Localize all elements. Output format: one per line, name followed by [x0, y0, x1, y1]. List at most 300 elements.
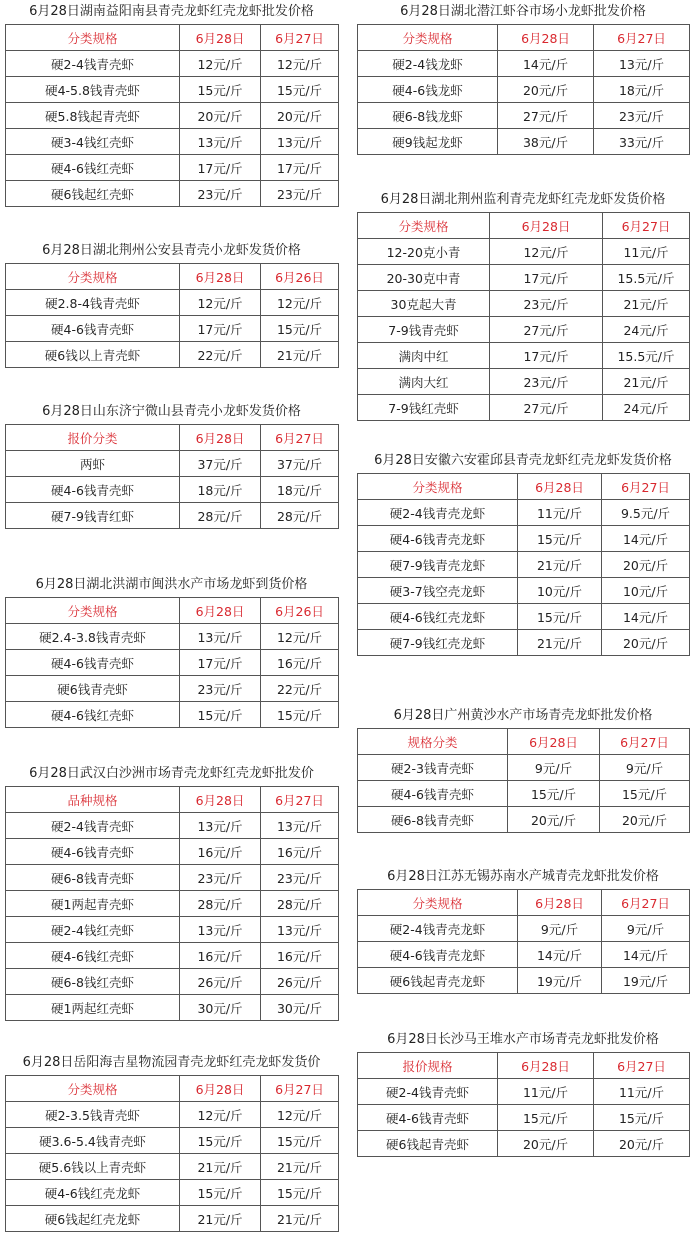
table-row — [358, 1079, 690, 1105]
price-cell: 26元/斤 — [261, 969, 339, 995]
table-header-cell: 分类规格 — [6, 1076, 180, 1102]
price-cell: 22元/斤 — [180, 342, 261, 368]
price-cell: 27元/斤 — [490, 317, 603, 343]
price-cell: 20元/斤 — [498, 77, 594, 103]
price-cell: 12元/斤 — [261, 51, 339, 77]
price-cell: 14元/斤 — [602, 526, 690, 552]
table-header-row — [358, 1053, 690, 1079]
price-cell: 23元/斤 — [180, 181, 261, 207]
table-header-cell: 6月28日 — [508, 729, 600, 755]
table-row — [358, 291, 690, 317]
table-row — [6, 839, 339, 865]
table-row — [6, 451, 339, 477]
table-title: 6月28日山东济宁微山县青壳小龙虾发货价格 — [42, 404, 301, 419]
price-cell: 21元/斤 — [603, 291, 690, 317]
price-cell: 9元/斤 — [508, 755, 600, 781]
table-row — [6, 676, 339, 702]
spec-cell: 20-30克中青 — [358, 265, 490, 291]
table-row — [6, 103, 339, 129]
price-cell: 16元/斤 — [261, 650, 339, 676]
price-table-block — [5, 766, 338, 1021]
price-cell: 17元/斤 — [180, 316, 261, 342]
price-table — [357, 889, 690, 994]
price-cell: 37元/斤 — [180, 451, 261, 477]
spec-cell: 硬2-4钱青壳龙虾 — [358, 916, 518, 942]
table-row — [358, 942, 690, 968]
price-cell: 14元/斤 — [602, 942, 690, 968]
spec-cell: 满肉大红 — [358, 369, 490, 395]
price-cell: 13元/斤 — [180, 813, 261, 839]
price-cell: 15元/斤 — [261, 1180, 339, 1206]
price-cell: 21元/斤 — [180, 1206, 261, 1232]
spec-cell: 硬2-4钱龙虾 — [358, 51, 498, 77]
table-row — [358, 968, 690, 994]
price-cell: 15元/斤 — [180, 702, 261, 728]
table-row — [6, 702, 339, 728]
price-table — [357, 1052, 690, 1157]
table-row — [6, 1180, 339, 1206]
price-cell: 13元/斤 — [180, 624, 261, 650]
table-row — [358, 578, 690, 604]
table-title: 6月28日江苏无锡苏南水产城青壳龙虾批发价格 — [387, 869, 659, 884]
table-header-row — [358, 213, 690, 239]
spec-cell: 硬4-6钱红壳虾 — [6, 702, 180, 728]
spec-cell: 硬1两起红壳虾 — [6, 995, 180, 1021]
price-cell: 13元/斤 — [594, 51, 690, 77]
price-cell: 27元/斤 — [490, 395, 603, 421]
spec-cell: 硬4-6钱青壳龙虾 — [358, 942, 518, 968]
table-header-cell: 6月27日 — [261, 425, 339, 451]
price-cell: 16元/斤 — [261, 839, 339, 865]
price-cell: 13元/斤 — [180, 129, 261, 155]
table-row — [6, 650, 339, 676]
price-table — [5, 263, 339, 368]
price-cell: 23元/斤 — [490, 291, 603, 317]
price-cell: 15元/斤 — [180, 77, 261, 103]
price-cell: 11元/斤 — [518, 500, 602, 526]
table-row — [358, 755, 690, 781]
table-row — [358, 395, 690, 421]
table-row — [358, 51, 690, 77]
table-row — [6, 865, 339, 891]
table-row — [6, 969, 339, 995]
spec-cell: 硬5.8钱起青壳虾 — [6, 103, 180, 129]
price-cell: 13元/斤 — [261, 917, 339, 943]
table-header-cell: 分类规格 — [6, 25, 180, 51]
table-header-row — [6, 787, 339, 813]
price-cell: 12元/斤 — [490, 239, 603, 265]
spec-cell: 硬6钱青壳虾 — [6, 676, 180, 702]
table-row — [6, 943, 339, 969]
table-title: 6月28日安徽六安霍邱县青壳龙虾红壳龙虾发货价格 — [374, 453, 672, 468]
table-row — [6, 995, 339, 1021]
table-header-cell: 6月28日 — [180, 787, 261, 813]
table-header-cell: 6月26日 — [261, 598, 339, 624]
price-table — [5, 24, 339, 207]
table-title: 6月28日湖北荆州监利青壳龙虾红壳龙虾发货价格 — [380, 192, 666, 207]
price-cell: 9元/斤 — [602, 916, 690, 942]
spec-cell: 硬3.6-5.4钱青壳虾 — [6, 1128, 180, 1154]
spec-cell: 硬6钱起红壳虾 — [6, 181, 180, 207]
price-cell: 15元/斤 — [261, 77, 339, 103]
table-header-cell: 6月27日 — [603, 213, 690, 239]
table-row — [358, 604, 690, 630]
price-cell: 11元/斤 — [498, 1079, 594, 1105]
price-cell: 18元/斤 — [180, 477, 261, 503]
table-title: 6月28日湖北潜江虾谷市场小龙虾批发价格 — [400, 4, 646, 19]
table-row — [6, 342, 339, 368]
price-cell: 10元/斤 — [602, 578, 690, 604]
table-header-cell: 6月27日 — [594, 1053, 690, 1079]
table-row — [6, 77, 339, 103]
table-header-cell: 6月28日 — [180, 264, 261, 290]
price-cell: 21元/斤 — [518, 552, 602, 578]
price-cell: 11元/斤 — [594, 1079, 690, 1105]
spec-cell: 硬4-6钱青壳虾 — [358, 781, 508, 807]
price-cell: 19元/斤 — [518, 968, 602, 994]
table-header-cell: 6月27日 — [261, 1076, 339, 1102]
spec-cell: 硬7-9钱红壳龙虾 — [358, 630, 518, 656]
spec-cell: 12-20克小青 — [358, 239, 490, 265]
spec-cell: 硬5.6钱以上青壳虾 — [6, 1154, 180, 1180]
table-row — [358, 265, 690, 291]
price-cell: 20元/斤 — [600, 807, 690, 833]
price-cell: 18元/斤 — [594, 77, 690, 103]
table-header-cell: 6月28日 — [518, 890, 602, 916]
price-cell: 16元/斤 — [261, 943, 339, 969]
price-cell: 15元/斤 — [180, 1128, 261, 1154]
price-cell: 17元/斤 — [180, 650, 261, 676]
price-cell: 12元/斤 — [261, 290, 339, 316]
price-table — [5, 1075, 339, 1232]
price-cell: 20元/斤 — [602, 552, 690, 578]
table-row — [6, 891, 339, 917]
price-cell: 28元/斤 — [261, 891, 339, 917]
table-row — [358, 343, 690, 369]
price-cell: 22元/斤 — [261, 676, 339, 702]
price-cell: 16元/斤 — [180, 943, 261, 969]
price-table — [357, 212, 690, 421]
price-cell: 28元/斤 — [261, 503, 339, 529]
table-row — [6, 624, 339, 650]
spec-cell: 硬6钱以上青壳虾 — [6, 342, 180, 368]
table-title: 6月28日武汉白沙洲市场青壳龙虾红壳龙虾批发价 — [29, 766, 314, 781]
table-header-cell: 6月27日 — [261, 787, 339, 813]
table-row — [358, 77, 690, 103]
price-cell: 23元/斤 — [594, 103, 690, 129]
price-cell: 21元/斤 — [603, 369, 690, 395]
table-row — [358, 630, 690, 656]
price-table — [5, 424, 339, 529]
table-header-cell: 6月28日 — [180, 25, 261, 51]
table-header-cell: 6月26日 — [261, 264, 339, 290]
price-table-block — [5, 4, 338, 207]
spec-cell: 硬6钱起红壳龙虾 — [6, 1206, 180, 1232]
table-header-cell: 6月28日 — [518, 474, 602, 500]
spec-cell: 满肉中红 — [358, 343, 490, 369]
table-row — [358, 129, 690, 155]
table-row — [358, 916, 690, 942]
table-header-cell: 分类规格 — [6, 264, 180, 290]
table-title: 6月28日湖北荆州公安县青壳小龙虾发货价格 — [42, 243, 301, 258]
table-row — [6, 1206, 339, 1232]
price-cell: 15元/斤 — [261, 1128, 339, 1154]
price-table-block — [5, 1055, 338, 1232]
spec-cell: 硬3-4钱红壳虾 — [6, 129, 180, 155]
price-cell: 18元/斤 — [261, 477, 339, 503]
price-cell: 15元/斤 — [518, 526, 602, 552]
table-row — [6, 181, 339, 207]
table-row — [358, 500, 690, 526]
price-cell: 21元/斤 — [180, 1154, 261, 1180]
price-cell: 20元/斤 — [508, 807, 600, 833]
price-cell: 20元/斤 — [180, 103, 261, 129]
price-cell: 23元/斤 — [180, 676, 261, 702]
table-row — [358, 1105, 690, 1131]
price-cell: 15元/斤 — [594, 1105, 690, 1131]
table-header-cell: 规格分类 — [358, 729, 508, 755]
table-header-row — [6, 25, 339, 51]
table-header-row — [6, 1076, 339, 1102]
price-cell: 13元/斤 — [180, 917, 261, 943]
price-cell: 9元/斤 — [600, 755, 690, 781]
table-row — [6, 503, 339, 529]
price-cell: 20元/斤 — [261, 103, 339, 129]
price-cell: 9.5元/斤 — [602, 500, 690, 526]
table-row — [358, 552, 690, 578]
spec-cell: 7-9钱红壳虾 — [358, 395, 490, 421]
spec-cell: 硬4-6钱红壳龙虾 — [358, 604, 518, 630]
price-cell: 23元/斤 — [180, 865, 261, 891]
spec-cell: 硬2-4钱青壳虾 — [6, 813, 180, 839]
spec-cell: 硬6-8钱龙虾 — [358, 103, 498, 129]
price-table — [5, 786, 339, 1021]
spec-cell: 硬2.4-3.8钱青壳虾 — [6, 624, 180, 650]
spec-cell: 硬6钱起青壳虾 — [358, 1131, 498, 1157]
price-cell: 20元/斤 — [602, 630, 690, 656]
table-header-cell: 6月27日 — [602, 890, 690, 916]
table-row — [6, 813, 339, 839]
price-cell: 14元/斤 — [498, 51, 594, 77]
table-header-cell: 报价规格 — [358, 1053, 498, 1079]
spec-cell: 硬2-4钱青壳虾 — [6, 51, 180, 77]
spec-cell: 硬4-6钱红壳虾 — [6, 943, 180, 969]
spec-cell: 硬4-6钱红壳龙虾 — [6, 1180, 180, 1206]
table-header-cell: 6月27日 — [261, 25, 339, 51]
spec-cell: 硬4-6钱青壳虾 — [6, 316, 180, 342]
spec-cell: 硬4-5.8钱青壳虾 — [6, 77, 180, 103]
table-header-cell: 品种规格 — [6, 787, 180, 813]
price-table — [357, 473, 690, 656]
spec-cell: 硬4-6钱青壳虾 — [6, 839, 180, 865]
price-table-block — [357, 869, 689, 994]
spec-cell: 硬4-6钱龙虾 — [358, 77, 498, 103]
table-header-cell: 6月28日 — [498, 1053, 594, 1079]
price-cell: 16元/斤 — [180, 839, 261, 865]
price-cell: 15元/斤 — [261, 316, 339, 342]
table-row — [6, 51, 339, 77]
table-row — [358, 317, 690, 343]
price-cell: 15元/斤 — [508, 781, 600, 807]
table-header-cell: 分类规格 — [358, 474, 518, 500]
table-header-cell: 分类规格 — [6, 598, 180, 624]
price-cell: 37元/斤 — [261, 451, 339, 477]
price-cell: 9元/斤 — [518, 916, 602, 942]
price-cell: 12元/斤 — [261, 1102, 339, 1128]
spec-cell: 硬3-7钱空壳龙虾 — [358, 578, 518, 604]
spec-cell: 硬2-4钱青壳虾 — [358, 1079, 498, 1105]
spec-cell: 硬4-6钱青壳虾 — [358, 1105, 498, 1131]
price-cell: 21元/斤 — [261, 1206, 339, 1232]
price-table — [357, 728, 690, 833]
table-header-row — [6, 425, 339, 451]
price-cell: 15元/斤 — [600, 781, 690, 807]
spec-cell: 硬4-6钱青壳虾 — [6, 477, 180, 503]
table-header-cell: 分类规格 — [358, 213, 490, 239]
price-cell: 21元/斤 — [261, 1154, 339, 1180]
price-cell: 15元/斤 — [180, 1180, 261, 1206]
price-cell: 26元/斤 — [180, 969, 261, 995]
price-cell: 38元/斤 — [498, 129, 594, 155]
spec-cell: 硬6-8钱红壳虾 — [6, 969, 180, 995]
table-row — [6, 290, 339, 316]
price-table — [5, 597, 339, 728]
price-cell: 12元/斤 — [261, 624, 339, 650]
table-row — [6, 129, 339, 155]
table-row — [358, 807, 690, 833]
price-cell: 15.5元/斤 — [603, 265, 690, 291]
spec-cell: 硬6钱起青壳龙虾 — [358, 968, 518, 994]
price-cell: 11元/斤 — [603, 239, 690, 265]
spec-cell: 硬4-6钱青壳虾 — [6, 650, 180, 676]
price-cell: 17元/斤 — [261, 155, 339, 181]
table-header-row — [358, 25, 690, 51]
price-table-block — [357, 192, 689, 421]
spec-cell: 7-9钱青壳虾 — [358, 317, 490, 343]
table-row — [358, 103, 690, 129]
spec-cell: 两虾 — [6, 451, 180, 477]
price-cell: 20元/斤 — [498, 1131, 594, 1157]
table-row — [6, 1102, 339, 1128]
table-row — [358, 526, 690, 552]
price-cell: 27元/斤 — [498, 103, 594, 129]
price-cell: 13元/斤 — [261, 813, 339, 839]
price-cell: 28元/斤 — [180, 891, 261, 917]
table-row — [358, 781, 690, 807]
price-table-block — [357, 708, 689, 833]
table-row — [6, 1154, 339, 1180]
price-cell: 10元/斤 — [518, 578, 602, 604]
spec-cell: 硬6-8钱青壳虾 — [6, 865, 180, 891]
spec-cell: 硬4-6钱青壳龙虾 — [358, 526, 518, 552]
table-header-cell: 6月28日 — [180, 1076, 261, 1102]
spec-cell: 硬4-6钱红壳虾 — [6, 155, 180, 181]
price-table-block — [5, 577, 338, 728]
price-table-block — [357, 453, 689, 656]
spec-cell: 30克起大青 — [358, 291, 490, 317]
table-header-cell: 分类规格 — [358, 890, 518, 916]
table-title: 6月28日长沙马王堆水产市场青壳龙虾批发价格 — [387, 1032, 659, 1047]
table-row — [6, 155, 339, 181]
price-cell: 14元/斤 — [518, 942, 602, 968]
table-row — [6, 917, 339, 943]
price-cell: 24元/斤 — [603, 317, 690, 343]
table-row — [358, 239, 690, 265]
price-cell: 23元/斤 — [490, 369, 603, 395]
price-cell: 17元/斤 — [490, 265, 603, 291]
table-header-row — [358, 729, 690, 755]
table-header-cell: 6月27日 — [594, 25, 690, 51]
price-cell: 15.5元/斤 — [603, 343, 690, 369]
table-header-cell: 6月28日 — [180, 598, 261, 624]
table-header-row — [6, 264, 339, 290]
price-cell: 14元/斤 — [602, 604, 690, 630]
price-cell: 12元/斤 — [180, 51, 261, 77]
price-cell: 33元/斤 — [594, 129, 690, 155]
price-cell: 19元/斤 — [602, 968, 690, 994]
table-header-cell: 6月27日 — [600, 729, 690, 755]
table-header-row — [358, 474, 690, 500]
price-cell: 17元/斤 — [180, 155, 261, 181]
table-header-cell: 分类规格 — [358, 25, 498, 51]
price-table-block — [357, 1032, 689, 1157]
price-cell: 28元/斤 — [180, 503, 261, 529]
price-cell: 30元/斤 — [261, 995, 339, 1021]
price-cell: 12元/斤 — [180, 290, 261, 316]
spec-cell: 硬2-4钱红壳虾 — [6, 917, 180, 943]
price-cell: 30元/斤 — [180, 995, 261, 1021]
price-cell: 12元/斤 — [180, 1102, 261, 1128]
price-cell: 13元/斤 — [261, 129, 339, 155]
spec-cell: 硬9钱起龙虾 — [358, 129, 498, 155]
table-title: 6月28日岳阳海吉星物流园青壳龙虾红壳龙虾发货价 — [22, 1055, 321, 1070]
spec-cell: 硬2-3钱青壳虾 — [358, 755, 508, 781]
spec-cell: 硬1两起青壳虾 — [6, 891, 180, 917]
table-header-row — [358, 890, 690, 916]
spec-cell: 硬2-4钱青壳龙虾 — [358, 500, 518, 526]
table-row — [6, 477, 339, 503]
spec-cell: 硬2-3.5钱青壳虾 — [6, 1102, 180, 1128]
price-cell: 21元/斤 — [518, 630, 602, 656]
table-row — [6, 1128, 339, 1154]
table-header-row — [6, 598, 339, 624]
price-cell: 15元/斤 — [518, 604, 602, 630]
spec-cell: 硬2.8-4钱青壳虾 — [6, 290, 180, 316]
table-header-cell: 6月28日 — [498, 25, 594, 51]
price-cell: 23元/斤 — [261, 181, 339, 207]
table-header-cell: 6月27日 — [602, 474, 690, 500]
table-title: 6月28日湖南益阳南县青壳龙虾红壳龙虾批发价格 — [29, 4, 314, 19]
price-table — [357, 24, 690, 155]
price-cell: 15元/斤 — [498, 1105, 594, 1131]
table-row — [358, 1131, 690, 1157]
price-cell: 20元/斤 — [594, 1131, 690, 1157]
price-cell: 24元/斤 — [603, 395, 690, 421]
price-table-block — [5, 243, 338, 368]
price-cell: 17元/斤 — [490, 343, 603, 369]
spec-cell: 硬7-9钱青壳龙虾 — [358, 552, 518, 578]
table-header-cell: 6月28日 — [490, 213, 603, 239]
spec-cell: 硬7-9钱青红虾 — [6, 503, 180, 529]
table-header-cell: 6月28日 — [180, 425, 261, 451]
table-title: 6月28日湖北洪湖市闽洪水产市场龙虾到货价格 — [35, 577, 308, 592]
price-table-block — [357, 4, 689, 155]
price-cell: 21元/斤 — [261, 342, 339, 368]
price-cell: 15元/斤 — [261, 702, 339, 728]
table-row — [6, 316, 339, 342]
price-table-block — [5, 404, 338, 529]
table-row — [358, 369, 690, 395]
